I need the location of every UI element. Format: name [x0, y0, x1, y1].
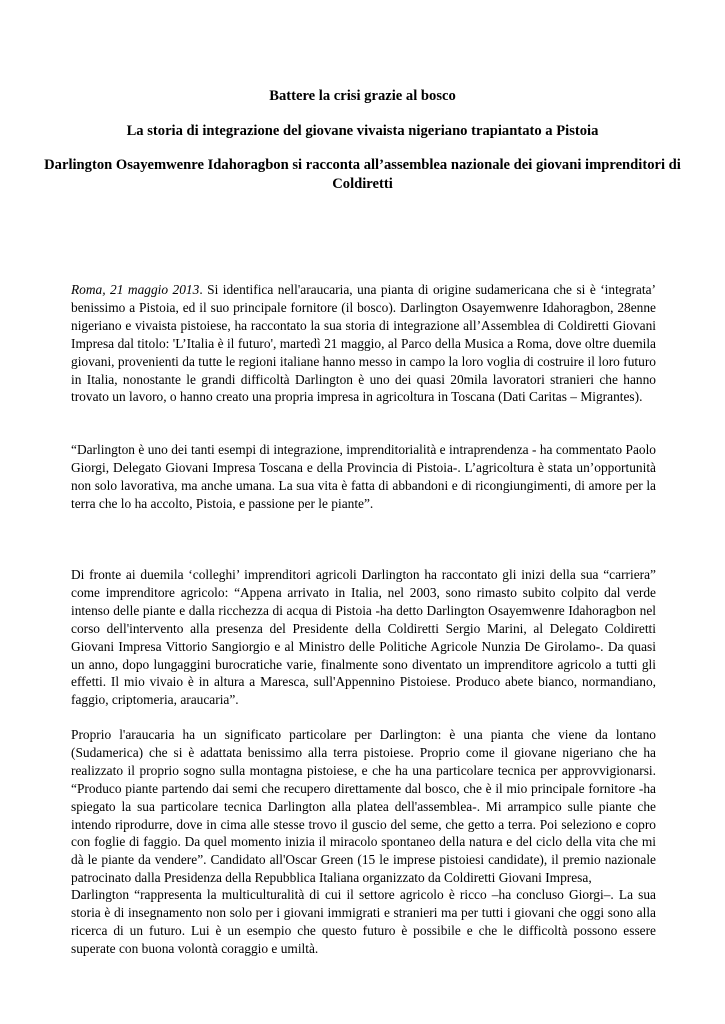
dateline: Roma, 21 maggio 2013: [71, 282, 200, 297]
document-subheading: Darlington Osayemwenre Idahoragbon si racconta all’assemblea nazionale dei giovani imprenditori di Coldiretti: [44, 157, 681, 192]
document-title: Battere la crisi grazie al bosco: [269, 88, 456, 104]
paragraph-araucaria: Proprio l'araucaria ha un significato particolare per Darlington: è una pianta che viene da lontano (Sudamerica) che si è adattata benissimo alla terra pistoiese. Proprio come il giovane nigeriano che ha realizzato il proprio sogno sulla montagna pistoiese, e che ha una particolare tecnica per approvvigionarsi. “Produco piante partendo dai semi che recupero direttamente dal bosco, che è il mio principale fornitore -ha spiegato la sua particolare tecnica Darlington alla platea dell'assemblea-. Mi arrampico sulle piante che intendo riprodurre, dove in cima alle stesse trovo il guscio del seme, che getto a terra. Poi seleziono e copro con foglie di faggio. Da quel momento inizia il miracolo spontaneo della natura e del ciclo della vita che mi dà le piante da vendere”. Candidato all'Oscar Green (15 le imprese pistoiesi candidate), il premio nazionale patrocinato dalla Presidenza della Repubblica Italiana organizzato da Coldiretti Giovani Impresa,: [71, 727, 656, 886]
paragraph-career: Di fronte ai duemila ‘colleghi’ imprenditori agricoli Darlington ha raccontato gli inizi della sua “carriera” come imprenditore agricolo: “Appena arrivato in Italia, nel 2003, sono rimasto subito colpito dal verde intenso delle piante e dalla ricchezza di acqua di Pistoia -ha detto Darlington Osayemwenre Idahoragbon nel corso dell'intervento alla presenza del Presidente della Coldiretti Sergio Marini, al Delegato Coldiretti Giovani Impresa Vittorio Sangiorgio e al Ministro delle Politiche Agricole Nunzia De Girolamo-. Da quasi un anno, dopo lungaggini burocratiche varie, finalmente sono diventato un imprenditore agricolo a tutti gli effetti. Il mio vivaio è in altura a Maresca, sull'Appennino Pistoiese. Produco abete bianco, normandiano, faggio, criptomeria, araucaria”.: [71, 567, 656, 708]
document-subtitle: La storia di integrazione del giovane vivaista nigeriano trapiantato a Pistoia: [126, 123, 599, 139]
paragraph-conclusion: Darlington “rappresenta la multiculturalità di cui il settore agricolo è ricco –ha concluso Giorgi–. La sua storia è di insegnamento non solo per i giovani immigrati e stranieri ma per tutti i giovani che oggi sono alla ricerca di un futuro. Lui è un esempio che questo futuro è possibile e che le difficoltà possono essere superate con buona volontà coraggio e umiltà.: [71, 887, 656, 956]
paragraph-intro-text: . Si identifica nell'araucaria, una pianta di origine sudamericana che si è ‘integrata’ benissimo a Pistoia, ed il suo principale fornitore (il bosco). Darlington Osayemwenre Idahoragbon, 28enne nigeriano e vivaista pistoiese, ha raccontato la sua storia di integrazione all’Assemblea di Coldiretti Giovani Impresa dal titolo: 'L’Italia è il futuro', martedì 21 maggio, al Parco della Musica a Roma, dove oltre duemila giovani, provenienti da tutte le regioni italiane hanno messo in campo la loro voglia di costruire il loro futuro in Italia, nonostante le grandi difficoltà Darlington è uno dei quasi 20mila lavoratori stranieri che hanno trovato un lavoro, o hanno creato una propria impresa in agricoltura in Toscana (Dati Caritas – Migrantes).: [71, 282, 656, 405]
paragraph-giorgi-quote: “Darlington è uno dei tanti esempi di integrazione, imprenditorialità e intraprendenza - ha commentato Paolo Giorgi, Delegato Giovani Impresa Toscana e della Provincia di Pistoia-. L’agricoltura è stata un’opportunità non solo lavorativa, ma anche umana. La sua vita è fatta di abbandoni e di ricongiungimenti, di amore per la terra che lo ha accolto, Pistoia, e passione per le piante”.: [71, 442, 656, 511]
paragraph-intro: [71, 281, 656, 406]
